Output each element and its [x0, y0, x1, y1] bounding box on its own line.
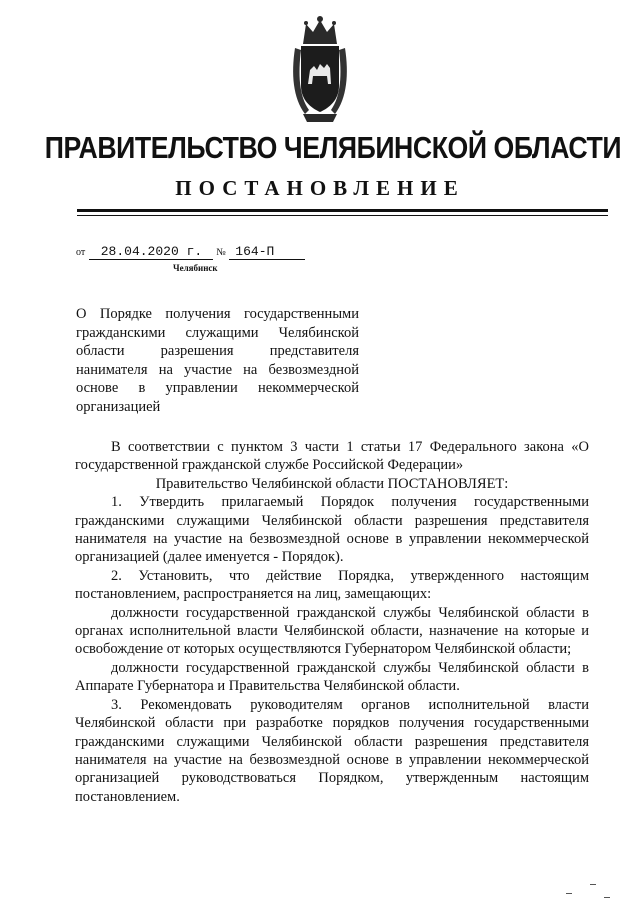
- number-prefix: №: [216, 247, 226, 258]
- scan-artifact: [590, 884, 596, 885]
- paragraph-3: 3. Рекомендовать руководителям органов исполнительной власти Челябинской области при разработке порядков получения государственными гражданскими служащими Челябинской области разрешения представителя нанимателя на участие на безвозмездной основе в управлении некоммерческой организацией руководствоваться Порядком, утвержденным настоящим постановлением.: [75, 696, 589, 805]
- chelyabinsk-coat-of-arms-icon: [289, 14, 351, 126]
- document-subject: О Порядке получения государственными гражданскими служащими Челябинской области разрешения представителя нанимателя на участие на безвозмездной основе в управлении некоммерческой организацией: [76, 306, 359, 415]
- date-number-line: [76, 244, 305, 260]
- paragraph-2-item-b: должности государственной гражданской службы Челябинской области в Аппарате Губернатора и Правительства Челябинской области.: [75, 659, 589, 695]
- paragraph-1: 1. Утвердить прилагаемый Порядок получения государственными гражданскими служащими Челябинской области разрешения представителя нанимателя на участие на безвозмездной основе в управлении некоммерческой организацией (далее именуется - Порядок).: [75, 494, 589, 566]
- document-body: [75, 438, 589, 806]
- number-value: 164-П: [229, 244, 305, 260]
- header-rule-thick: [77, 209, 608, 212]
- date-prefix: от: [76, 247, 86, 258]
- paragraph-2-item-a: должности государственной гражданской службы Челябинской области в органах исполнительной власти Челябинской области, назначение на которые и освобождение от которых осуществляются Губернатором Челябинской области;: [75, 604, 589, 658]
- intro-paragraph: В соответствии с пунктом 3 части 1 статьи 17 Федерального закона «О государственной гражданской службе Российской Федерации»: [75, 439, 589, 474]
- scan-artifact: [604, 897, 610, 898]
- decree-line: Правительство Челябинской области ПОСТАНОВЛЯЕТ:: [155, 475, 509, 492]
- scan-artifact: [566, 893, 572, 894]
- date-value: 28.04.2020 г.: [89, 244, 213, 260]
- government-title: ПРАВИТЕЛЬСТВО ЧЕЛЯБИНСКОЙ ОБЛАСТИ: [44, 130, 622, 165]
- header-rule-thin: [77, 215, 608, 216]
- document-type: ПОСТАНОВЛЕНИЕ: [175, 176, 465, 200]
- paragraph-2: 2. Установить, что действие Порядка, утвержденного настоящим постановлением, распространяется на лиц, замещающих:: [75, 567, 589, 603]
- city-label: Челябинск: [173, 263, 218, 273]
